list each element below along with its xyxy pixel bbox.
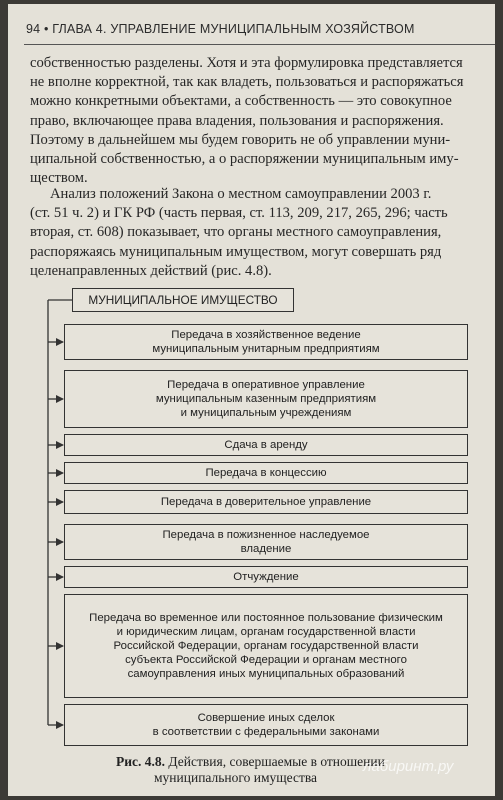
action-box	[64, 462, 468, 484]
page-number: 94	[26, 22, 41, 36]
action-label: Совершение иных сделок	[197, 712, 335, 724]
text-line: Анализ положений Закона о местном самоуправлении 2003 г.	[50, 186, 432, 202]
action-label: самоуправления иных муниципальных образований	[127, 668, 405, 680]
text-line: (ст. 51 ч. 2) и ГК РФ (часть первая, ст. 113, 209, 217, 265, 296; часть	[30, 205, 448, 222]
text-line: ществом.	[30, 170, 88, 187]
action-label: Отчуждение	[233, 571, 299, 583]
watermark-logo: лабиринт.ру	[363, 758, 454, 775]
root-box-municipal-property	[72, 288, 294, 312]
action-box	[64, 524, 468, 560]
action-label: Передача в концессию	[205, 467, 327, 479]
action-box	[64, 566, 468, 588]
action-label: Передача в хозяйственное ведение	[171, 329, 361, 341]
action-box	[64, 324, 468, 360]
action-label: Передача во временное или постоянное пользование физическим	[89, 612, 443, 624]
chapter-title: УПРАВЛЕНИЕ МУНИЦИПАЛЬНЫМ ХОЗЯЙСТВОМ	[110, 22, 415, 36]
paragraph-1	[30, 54, 480, 188]
action-label: и юридическим лицам, органам государственной власти	[116, 626, 416, 638]
action-label: муниципальным унитарным предприятиям	[152, 343, 380, 355]
action-box	[64, 594, 468, 698]
text-line: распоряжаясь муниципальным имуществом, могут совершать ряд	[30, 243, 442, 260]
action-box	[64, 370, 468, 428]
action-label: Передача в доверительное управление	[160, 496, 372, 508]
action-label: Передача в оперативное управление	[167, 379, 365, 391]
text-line: Поэтому в дальнейшем мы будем говорить не об управлении муни-	[30, 131, 451, 148]
action-box	[64, 704, 468, 746]
text-line: право, включающее права владения, пользования и распоряжения.	[30, 112, 444, 129]
paragraph-2	[30, 185, 480, 281]
caption-line-1: Действия, совершаемые в отношении	[168, 754, 385, 769]
text-line: можно конкретными объектами, а собственность — это совокупное	[30, 93, 452, 110]
text-line: не вполне корректной, так как владеть, пользоваться и распоряжаться	[30, 74, 464, 91]
action-label: Передача в пожизненное наследуемое	[162, 529, 370, 541]
chapter-label: ГЛАВА 4.	[52, 22, 107, 36]
caption-label: Рис. 4.8.	[116, 754, 166, 769]
text-line: целенаправленных действий (рис. 4.8).	[30, 262, 272, 279]
text-line: ципальной собственностью, а о распоряжении муниципальным иму-	[30, 151, 459, 168]
book-page	[8, 4, 495, 796]
text-line: вторая, ст. 608) показывает, что органы местного самоуправления,	[30, 224, 442, 241]
action-label: Российской Федерации, органам государственной власти	[113, 640, 419, 652]
action-label: субъекта Российской Федерации и органам местного	[125, 654, 407, 666]
action-label: и муниципальным учреждениям	[180, 407, 352, 419]
header-rule	[24, 44, 495, 45]
action-label: владение	[240, 543, 292, 555]
action-label: в соответствии с федеральными законами	[152, 726, 380, 738]
action-box	[64, 490, 468, 514]
action-label: муниципальным казенным предприятиям	[155, 393, 377, 405]
action-label: Сдача в аренду	[224, 439, 308, 451]
text-line: собственностью разделены. Хотя и эта формулировка представляется	[30, 55, 463, 71]
action-box	[64, 434, 468, 456]
running-header: 94 • ГЛАВА 4. УПРАВЛЕНИЕ МУНИЦИПАЛЬНЫМ ХОЗЯЙСТВОМ	[26, 22, 415, 36]
caption-line-2: муниципального имущества	[154, 770, 318, 785]
root-label: МУНИЦИПАЛЬНОЕ ИМУЩЕСТВО	[88, 293, 278, 307]
